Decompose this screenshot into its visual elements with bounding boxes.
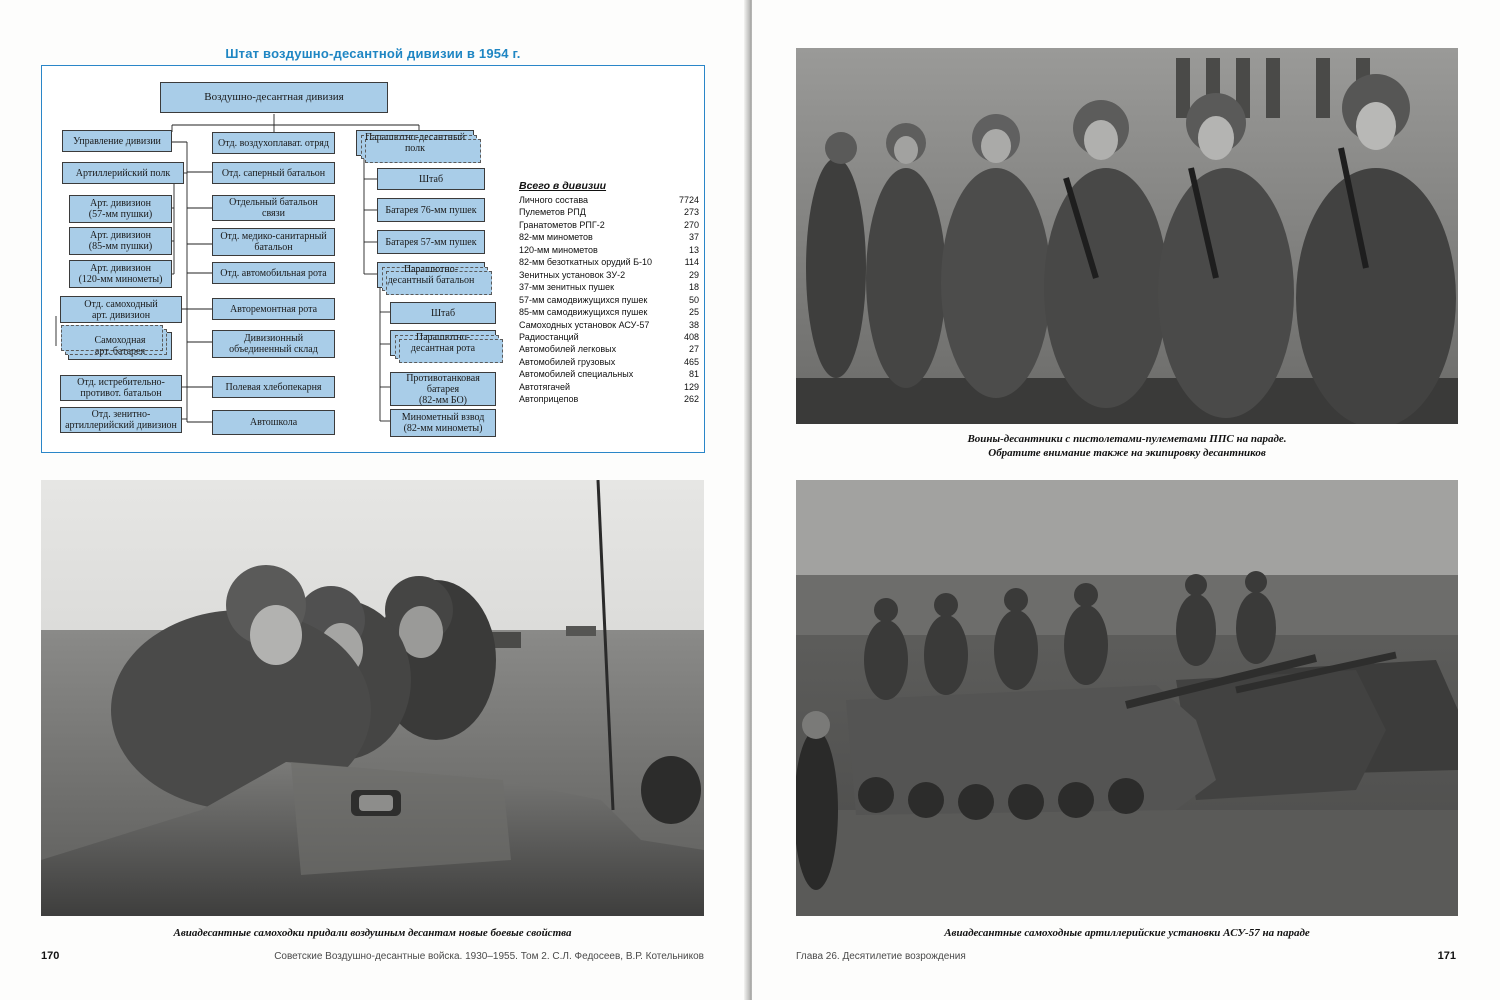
caption-paratroopers-line1: Воины-десантники с пистолетами-пулеметами ППС на параде.: [967, 433, 1287, 445]
totals-row: Самоходных установок АСУ-57 38: [519, 319, 699, 330]
org-box-sp-art-battalion: Отд. самоходный арт. дивизион: [60, 296, 182, 323]
totals-row: Радиостанций 408: [519, 331, 699, 342]
photo-paratroopers-parade: [796, 48, 1458, 424]
totals-row: 82-мм безоткатных орудий Б-10 114: [519, 257, 699, 268]
totals-row: 85-мм самодвижущихся пушек 25: [519, 307, 699, 318]
running-head-left: Советские Воздушно-десантные войска. 1930–1955. Том 2. С.Л. Федосеев, В.Р. Котельников: [274, 951, 704, 962]
org-box-art-battalion-85: Арт. дивизион (85-мм пушки): [69, 227, 172, 255]
org-box-motor-company: Отд. автомобильная рота: [212, 262, 335, 284]
caption-asu57: Авиадесантные самоходные артиллерийские установки АСУ-57 на параде: [944, 927, 1310, 939]
caption-vehicle-crew: Авиадесантные самоходки придали воздушным десантам новые боевые свойства: [173, 927, 572, 939]
totals-row: Зенитных установок ЗУ-2 29: [519, 269, 699, 280]
org-box-division-hq: Управление дивизии: [62, 130, 172, 152]
org-box-sapper-battalion: Отд. саперный батальон: [212, 162, 335, 184]
org-chart-title: Штат воздушно-десантной дивизии в 1954 г.: [225, 46, 521, 61]
org-box-at-battery: Противотанковая батарея (82-мм БО): [390, 372, 496, 406]
totals-row: 57-мм самодвижущихся пушек 50: [519, 294, 699, 305]
org-box-at-battalion: Отд. истребительно- противот. батальон: [60, 375, 182, 401]
org-box-para-battalion: Парашютно- десантный батальон: [377, 262, 485, 288]
totals-row: Автомобилей специальных 81: [519, 369, 699, 380]
org-box-depot: Дивизионный объединенный склад: [212, 330, 335, 358]
photo-asu57-parade: [796, 480, 1458, 916]
left-page: [0, 0, 748, 1000]
org-box-battery-76: Батарея 76-мм пушек: [377, 198, 485, 222]
org-box-art-battalion-57: Арт. дивизион (57-мм пушки): [69, 195, 172, 223]
org-box-para-company: Парашютно- десантная рота: [390, 330, 496, 356]
org-box-aa-battalion: Отд. зенитно- артиллерийский дивизион: [60, 407, 182, 433]
org-box-driving-school: Автошкола: [212, 410, 335, 435]
right-page: [752, 0, 1500, 1000]
photo-asu57-parade-image: [796, 480, 1458, 916]
totals-row: 37-мм зенитных пушек 18: [519, 282, 699, 293]
org-chart: [41, 65, 705, 453]
org-box-para-regiment: Парашютно-десантный полк: [356, 130, 474, 156]
photo-vehicle-crew: [41, 480, 704, 916]
org-box-balloon-detachment: Отд. воздухоплават. отряд: [212, 132, 335, 154]
org-box-repair-company: Авторемонтная рота: [212, 298, 335, 320]
org-box-medical-battalion: Отд. медико-санитарный батальон: [212, 228, 335, 256]
org-box-division: Воздушно-десантная дивизия: [160, 82, 388, 113]
photo-paratroopers-parade-image: [796, 48, 1458, 424]
page-number-right: 171: [1437, 950, 1456, 962]
totals-row: Личного состава 7724: [519, 195, 699, 205]
org-box-signal-battalion: Отдельный батальон связи: [212, 195, 335, 221]
totals-row: Пулеметов РПД 273: [519, 207, 699, 218]
division-totals: [519, 180, 699, 406]
org-box-battery-57: Батарея 57-мм пушек: [377, 230, 485, 254]
org-box-field-bakery: Полевая хлебопекарня: [212, 376, 335, 398]
totals-row: Гранатометов РПГ-2 270: [519, 219, 699, 230]
totals-row: Автомобилей легковых 27: [519, 344, 699, 355]
org-box-regiment-hq: Штаб: [377, 168, 485, 190]
caption-paratroopers-line2: Обратите внимание также на экипировку десантников: [988, 447, 1266, 459]
totals-heading: Всего в дивизии: [519, 180, 607, 192]
caption-paratroopers: [796, 432, 1458, 460]
totals-row: Автоприцепов 262: [519, 394, 699, 405]
running-head-right: Глава 26. Десятилетие возрождения: [796, 951, 966, 962]
totals-row: Автотягачей 129: [519, 381, 699, 392]
page-number-left: 170: [41, 950, 60, 962]
totals-row: 120-мм минометов 13: [519, 244, 699, 255]
totals-row: 82-мм минометов 37: [519, 232, 699, 243]
org-box-battalion-hq: Штаб: [390, 302, 496, 324]
org-box-art-battalion-120: Арт. дивизион (120-мм минометы): [69, 260, 172, 288]
org-box-artillery-regiment: Артиллерийский полк: [62, 162, 184, 184]
org-box-mortar-platoon: Минометный взвод (82-мм минометы): [390, 409, 496, 437]
totals-row: Автомобилей грузовых 465: [519, 356, 699, 367]
org-box-sp-art-battery: Самоходная арт. батарея: [68, 332, 172, 360]
photo-vehicle-crew-image: [41, 480, 704, 916]
